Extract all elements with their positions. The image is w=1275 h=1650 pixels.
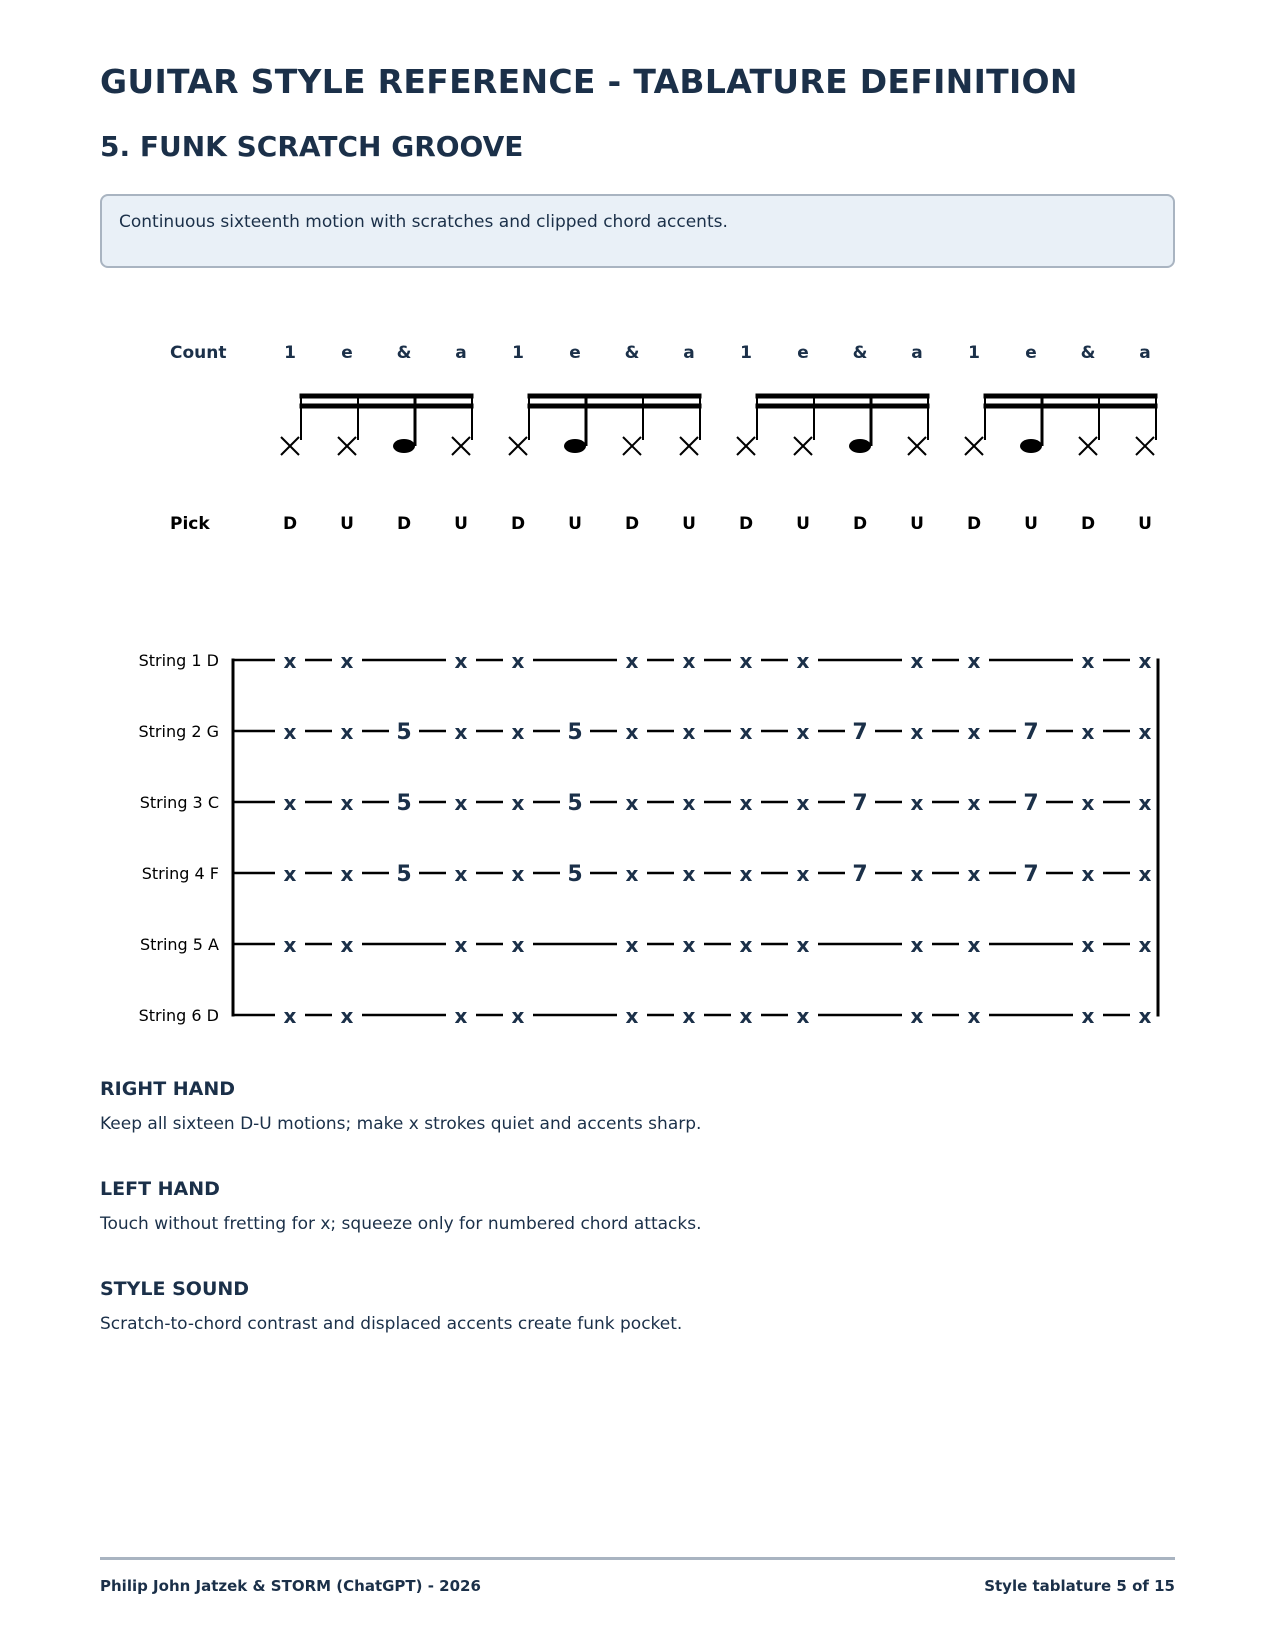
string-label: String 1 D — [138, 651, 219, 670]
pick-direction: D — [852, 514, 868, 534]
tab-muted-note: x — [511, 791, 525, 815]
pick-direction: U — [682, 514, 696, 534]
tab-muted-note: x — [910, 862, 924, 886]
tab-muted-note: x — [454, 862, 468, 886]
pick-direction: U — [454, 514, 468, 534]
tab-muted-note: x — [967, 933, 981, 957]
note-head — [564, 439, 586, 453]
tab-muted-note: x — [1138, 1004, 1152, 1028]
x-note-head — [281, 437, 299, 455]
count-label: Count — [170, 343, 227, 363]
footer-divider — [100, 1557, 1175, 1560]
tab-muted-note: x — [283, 791, 297, 815]
tab-muted-note: x — [625, 791, 639, 815]
x-note-head — [1136, 437, 1154, 455]
footer-page-number: Style tablature 5 of 15 — [984, 1577, 1175, 1595]
tab-muted-note: x — [967, 720, 981, 744]
tab-muted-note: x — [910, 1004, 924, 1028]
style-sound-text: Scratch-to-chord contrast and displaced accents create funk pocket. — [100, 1314, 683, 1334]
pick-direction: D — [624, 514, 640, 534]
tab-fret-number: 5 — [567, 720, 583, 745]
tab-muted-note: x — [340, 791, 354, 815]
x-note-head — [1079, 437, 1097, 455]
count-syllable: e — [1025, 343, 1037, 363]
tab-muted-note: x — [910, 720, 924, 744]
tab-muted-note: x — [511, 933, 525, 957]
tab-muted-note: x — [967, 791, 981, 815]
tab-muted-note: x — [739, 720, 753, 744]
pick-direction: U — [796, 514, 810, 534]
tab-muted-note: x — [511, 649, 525, 673]
count-syllable: a — [1139, 343, 1151, 363]
tab-muted-note: x — [682, 933, 696, 957]
tab-muted-note: x — [454, 1004, 468, 1028]
tab-muted-note: x — [340, 649, 354, 673]
count-syllable: a — [683, 343, 695, 363]
description-text: Continuous sixteenth motion with scratches and clipped chord accents. — [119, 212, 728, 232]
string-label: String 3 C — [139, 793, 219, 812]
tab-muted-note: x — [625, 862, 639, 886]
style-sound-heading: STYLE SOUND — [100, 1278, 250, 1300]
right-hand-text: Keep all sixteen D-U motions; make x strokes quiet and accents sharp. — [100, 1114, 702, 1134]
tablature-staff — [139, 649, 1159, 1028]
rhythm-notation — [281, 343, 1158, 534]
tab-muted-note: x — [682, 1004, 696, 1028]
string-label: String 5 A — [139, 935, 219, 954]
tab-fret-number: 7 — [852, 720, 868, 745]
tab-fret-number: 7 — [852, 862, 868, 887]
tab-muted-note: x — [1081, 791, 1095, 815]
x-note-head — [680, 437, 698, 455]
pick-direction: D — [282, 514, 298, 534]
tab-muted-note: x — [625, 933, 639, 957]
pick-direction: U — [568, 514, 582, 534]
tab-muted-note: x — [454, 649, 468, 673]
count-syllable: & — [852, 343, 868, 363]
tab-muted-note: x — [682, 649, 696, 673]
tab-muted-note: x — [910, 649, 924, 673]
tab-fret-number: 5 — [396, 862, 412, 887]
x-note-head — [737, 437, 755, 455]
tab-muted-note: x — [1081, 1004, 1095, 1028]
note-head — [849, 439, 871, 453]
tab-muted-note: x — [796, 933, 810, 957]
tab-muted-note: x — [283, 649, 297, 673]
tab-muted-note: x — [967, 862, 981, 886]
tab-muted-note: x — [739, 862, 753, 886]
pick-direction: U — [340, 514, 354, 534]
x-note-head — [509, 437, 527, 455]
x-note-head — [794, 437, 812, 455]
footer-credit: Philip John Jatzek & STORM (ChatGPT) - 2026 — [100, 1577, 481, 1595]
tab-muted-note: x — [796, 791, 810, 815]
count-syllable: 1 — [512, 343, 524, 363]
tab-muted-note: x — [1138, 720, 1152, 744]
tab-muted-note: x — [1081, 862, 1095, 886]
string-label: String 4 F — [141, 864, 219, 883]
count-syllable: e — [797, 343, 809, 363]
tab-muted-note: x — [910, 933, 924, 957]
count-syllable: & — [624, 343, 640, 363]
tab-muted-note: x — [910, 791, 924, 815]
tab-fret-number: 5 — [396, 720, 412, 745]
tab-fret-number: 5 — [567, 862, 583, 887]
tab-muted-note: x — [283, 1004, 297, 1028]
count-syllable: e — [569, 343, 581, 363]
tab-muted-note: x — [454, 720, 468, 744]
tab-muted-note: x — [454, 933, 468, 957]
tab-muted-note: x — [340, 1004, 354, 1028]
tab-muted-note: x — [796, 649, 810, 673]
pick-direction: D — [966, 514, 982, 534]
tab-muted-note: x — [625, 720, 639, 744]
tab-muted-note: x — [682, 720, 696, 744]
count-syllable: & — [396, 343, 412, 363]
tab-muted-note: x — [739, 649, 753, 673]
count-syllable: & — [1080, 343, 1096, 363]
pick-direction: U — [910, 514, 924, 534]
tab-muted-note: x — [625, 649, 639, 673]
tab-fret-number: 7 — [1023, 720, 1039, 745]
note-head — [393, 439, 415, 453]
left-hand-heading: LEFT HAND — [100, 1178, 220, 1200]
tab-fret-number: 7 — [852, 791, 868, 816]
tab-muted-note: x — [682, 791, 696, 815]
pick-label: Pick — [170, 514, 210, 534]
tab-muted-note: x — [967, 1004, 981, 1028]
tab-muted-note: x — [796, 1004, 810, 1028]
tab-muted-note: x — [511, 720, 525, 744]
x-note-head — [338, 437, 356, 455]
tab-fret-number: 5 — [396, 791, 412, 816]
tab-muted-note: x — [739, 933, 753, 957]
count-syllable: 1 — [284, 343, 296, 363]
left-hand-text: Touch without fretting for x; squeeze only for numbered chord attacks. — [100, 1214, 702, 1234]
pick-direction: U — [1138, 514, 1152, 534]
pick-direction: U — [1024, 514, 1038, 534]
tab-muted-note: x — [1138, 649, 1152, 673]
x-note-head — [452, 437, 470, 455]
tab-muted-note: x — [1138, 933, 1152, 957]
tab-muted-note: x — [967, 649, 981, 673]
tab-muted-note: x — [625, 1004, 639, 1028]
tab-muted-note: x — [283, 862, 297, 886]
tab-muted-note: x — [739, 1004, 753, 1028]
tab-muted-note: x — [1138, 791, 1152, 815]
tab-muted-note: x — [454, 791, 468, 815]
count-syllable: 1 — [968, 343, 980, 363]
right-hand-heading: RIGHT HAND — [100, 1078, 236, 1100]
document-title: GUITAR STYLE REFERENCE - TABLATURE DEFINITION — [100, 62, 1078, 101]
tab-muted-note: x — [1138, 862, 1152, 886]
count-syllable: 1 — [740, 343, 752, 363]
tab-muted-note: x — [682, 862, 696, 886]
tab-muted-note: x — [1081, 933, 1095, 957]
x-note-head — [623, 437, 641, 455]
count-syllable: e — [341, 343, 353, 363]
tab-fret-number: 7 — [1023, 791, 1039, 816]
x-note-head — [908, 437, 926, 455]
tab-fret-number: 7 — [1023, 862, 1039, 887]
count-syllable: a — [455, 343, 467, 363]
string-label: String 2 G — [138, 722, 219, 741]
tab-muted-note: x — [340, 862, 354, 886]
pick-direction: D — [510, 514, 526, 534]
tab-muted-note: x — [796, 862, 810, 886]
note-head — [1020, 439, 1042, 453]
pick-direction: D — [396, 514, 412, 534]
tab-muted-note: x — [283, 933, 297, 957]
string-label: String 6 D — [138, 1006, 219, 1025]
tab-muted-note: x — [1081, 720, 1095, 744]
pick-direction: D — [1080, 514, 1096, 534]
x-note-head — [965, 437, 983, 455]
tab-muted-note: x — [340, 933, 354, 957]
tab-muted-note: x — [283, 720, 297, 744]
count-syllable: a — [911, 343, 923, 363]
pick-direction: D — [738, 514, 754, 534]
section-title: 5. FUNK SCRATCH GROOVE — [100, 130, 524, 163]
tab-muted-note: x — [1081, 649, 1095, 673]
tab-muted-note: x — [511, 862, 525, 886]
tab-muted-note: x — [796, 720, 810, 744]
tab-fret-number: 5 — [567, 791, 583, 816]
tab-muted-note: x — [511, 1004, 525, 1028]
tab-muted-note: x — [739, 791, 753, 815]
tab-muted-note: x — [340, 720, 354, 744]
